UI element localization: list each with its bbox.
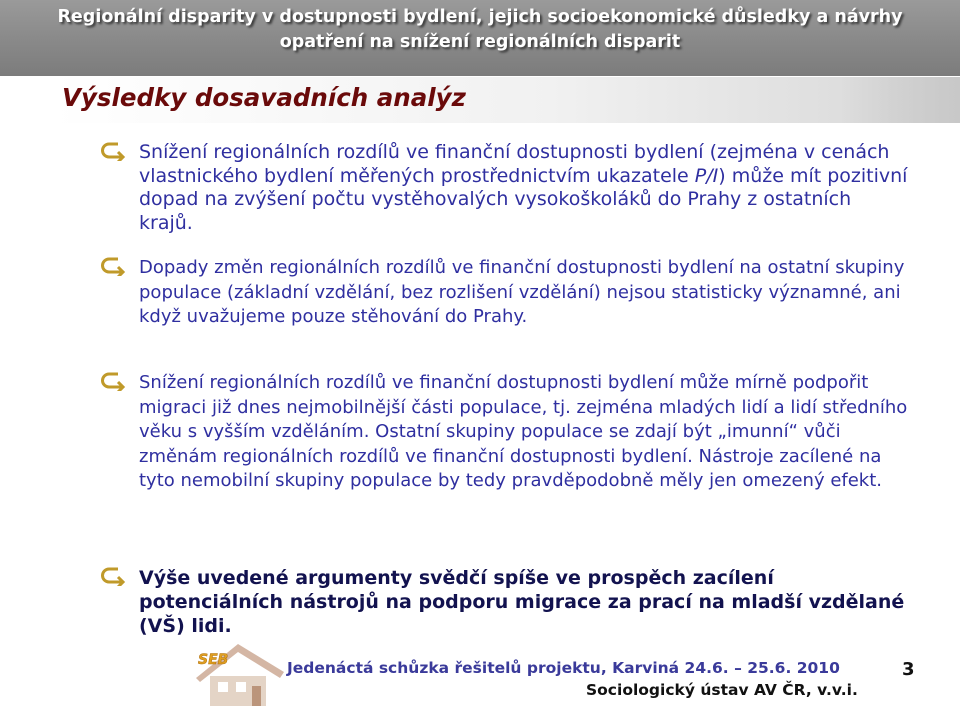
header-title-line-2: opatření na snížení regionálních disparit	[279, 32, 681, 52]
curved-arrow-icon	[100, 256, 130, 276]
page-number: 3	[902, 659, 915, 680]
bullet-text: Snížení regionálních rozdílů ve finanční dostupnosti bydlení může mírně podpořit migraci již dnes nejmobilnější části populace, tj. zejména mladých lidí a lidí středního věku s vyšším vzděláním. Ostatní skupiny populace se zdají být „imunní“ vůči změnám regionálních rozdílů ve finanční dostupnosti bydlení. Nástroje zacílené na tyto nemobilní skupiny populace by tedy pravděpodobně měly jen omezený efekt.	[139, 372, 908, 491]
bullet-text: Dopady změn regionálních rozdílů ve finanční dostupnosti bydlení na ostatní skupiny populace (základní vzdělání, bez rozlišení vzdělání) nejsou statisticky významné, ani když uvažujeme pouze stěhování do Prahy.	[139, 257, 905, 327]
svg-text:SEB: SEB	[198, 652, 229, 668]
curved-arrow-icon	[100, 141, 130, 161]
footer-meeting-text: Jedenáctá schůzka řešitelů projektu, Karviná 24.6. – 25.6. 2010	[287, 659, 840, 677]
curved-arrow-icon	[100, 566, 130, 586]
slide-title: Výsledky dosavadních analýz	[62, 83, 466, 112]
footer-institute-text: Sociologický ústav AV ČR, v.v.i.	[586, 681, 858, 699]
slide-header	[0, 0, 960, 76]
curved-arrow-icon	[100, 371, 130, 391]
header-title-line-1: Regionální disparity v dostupnosti bydlení, jejich socioekonomické důsledky a návrhy	[57, 7, 903, 27]
bullet-text: Snížení regionálních rozdílů ve finanční dostupnosti bydlení (zejména v cenách vlastnického bydlení měřených prostřednictvím ukazatele P/I) může mít pozitivní dopad na zvýšení počtu vystěhovalých vysokoškoláků do Prahy z ostatních krajů.	[139, 141, 908, 234]
bullet-text: Výše uvedené argumenty svědčí spíše ve prospěch zacílení potenciálních nástrojů na podporu migrace za prací na mladší vzdělané (VŠ) lidi.	[139, 567, 905, 637]
house-logo-icon	[190, 638, 290, 708]
